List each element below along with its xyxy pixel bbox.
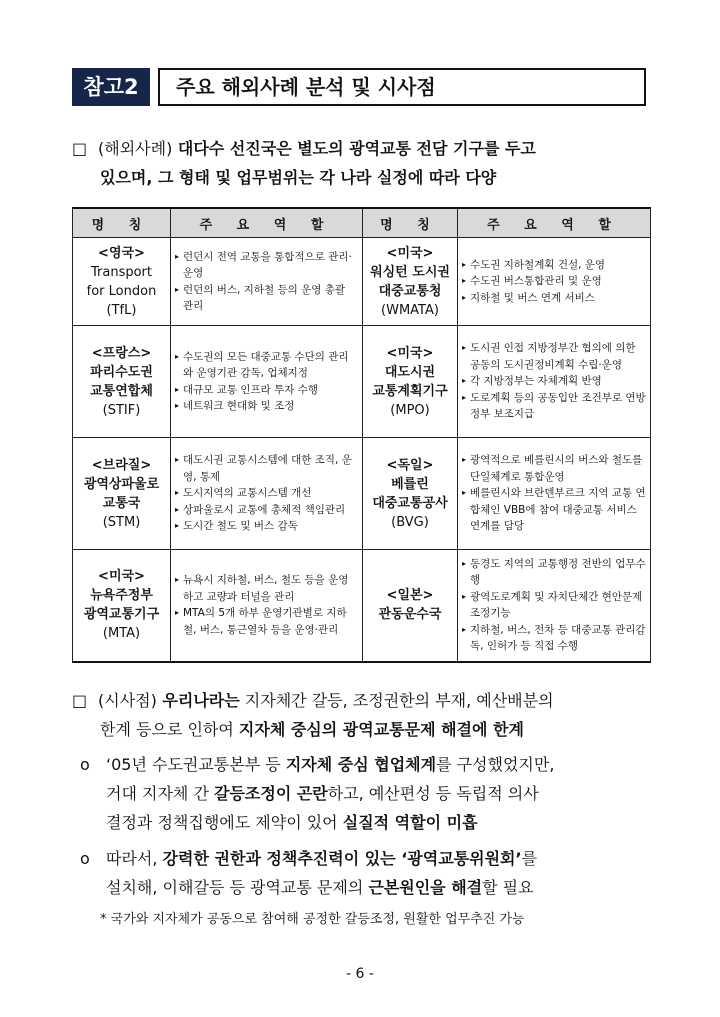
agency-roles-cell <box>458 550 651 662</box>
agency-roles-cell <box>171 326 363 438</box>
overview-label: (해외사례) <box>98 139 173 158</box>
list-item: ▸ 광역도로계획 및 자치단체간 현안문제 조정기능 <box>462 589 646 622</box>
implications-paragraph: □ (시사점) 우리나라는 지자체간 갈등, 조정권한의 부재, 예산배분의 한계 등으로 인하여 지자체 중심의 광역교통문제 해결에 한계 <box>72 686 654 744</box>
agency-name-cell: <일본> 관동운수국 <box>363 550 458 662</box>
table-row <box>73 550 651 662</box>
list-item: ▸ MTA의 5개 하부 운영기관별로 지하철, 버스, 통근열차 등을 운영·관리 <box>175 605 358 638</box>
bullet-paragraph: o ‘05년 수도권교통본부 등 지자체 중심 협업체계를 구성했었지만, 거대 지자체 간 갈등조정이 곤란하고, 예산편성 등 독립적 의사 결정과 정책집행에도 제약이 있어 실질적 역할이 미흡 <box>80 750 654 837</box>
overseas-cases-table <box>72 207 651 663</box>
list-item: ▸ 네트워크 현대화 및 조정 <box>175 398 358 415</box>
list-item: ▸ 도시지역의 교통시스템 개선 <box>175 485 358 502</box>
agency-roles-cell <box>458 438 651 550</box>
list-item: ▸ 동경도 지역의 교통행정 전반의 업무수행 <box>462 556 646 589</box>
page-title: 주요 해외사례 분석 및 시사점 <box>158 68 646 106</box>
list-item: ▸ 도시간 철도 및 버스 감독 <box>175 518 358 535</box>
footnote: * 국가와 지자체가 공동으로 참여해 공정한 갈등조정, 원활한 업무추진 가능 <box>100 912 525 927</box>
list-item: ▸ 지하철 및 버스 연계 서비스 <box>462 290 646 307</box>
agency-name-cell: <영국> Transport for London (TfL) <box>73 238 171 326</box>
header-roles-left: 주 요 역 할 <box>171 208 363 238</box>
header-name-right: 명 칭 <box>363 208 458 238</box>
list-item: ▸ 수도권 버스통합관리 및 운영 <box>462 273 646 290</box>
agency-name-cell: <미국> 뉴욕주정부 광역교통기구 (MTA) <box>73 550 171 662</box>
header-name-left: 명 칭 <box>73 208 171 238</box>
list-item: ▸ 런던시 전역 교통을 통합적으로 관리·운영 <box>175 249 358 282</box>
agency-roles-cell <box>458 326 651 438</box>
list-item: ▸ 베를린시와 브란덴부르크 지역 교통 연합체인 VBB에 참여 대중교통 서비스 연계를 담당 <box>462 485 646 535</box>
list-item: ▸ 런던의 버스, 지하철 등의 운영 총괄 관리 <box>175 282 358 315</box>
agency-roles-cell <box>171 550 363 662</box>
list-item: ▸ 뉴욕시 지하철, 버스, 철도 등을 운영하고 교량과 터널을 관리 <box>175 572 358 605</box>
reference-tag: 참고2 <box>72 68 150 106</box>
list-item: ▸ 수도권의 모든 대중교통 수단의 관리와 운영기관 감독, 업체지정 <box>175 349 358 382</box>
agency-name-cell: <미국> 워싱턴 도시권 대중교통청 (WMATA) <box>363 238 458 326</box>
bullet-marker: o <box>80 849 90 868</box>
list-item: ▸ 각 지방정부는 자체계획 반영 <box>462 373 646 390</box>
table-row <box>73 326 651 438</box>
agency-name-cell: <프랑스> 파리수도권 교통연합체 (STIF) <box>73 326 171 438</box>
agency-name-cell: <브라질> 광역상파울로 교통국 (STM) <box>73 438 171 550</box>
table-row <box>73 438 651 550</box>
list-item: ▸ 지하철, 버스, 전차 등 대중교통 관리감독, 인허가 등 직접 수행 <box>462 622 646 655</box>
overview-line2: 있으며, 그 형태 및 업무범위는 각 나라 실정에 따라 다양 <box>100 168 497 187</box>
list-item: ▸ 도로계획 등의 공동입안 조건부로 연방정부 보조지급 <box>462 390 646 423</box>
bullet-marker: o <box>80 755 90 774</box>
list-item: ▸ 수도권 지하철계획 건설, 운영 <box>462 257 646 274</box>
overview-line1: 대다수 선진국은 별도의 광역교통 전담 기구를 두고 <box>172 139 536 158</box>
page-number: - 6 - <box>346 966 374 982</box>
implications-label: (시사점) <box>98 691 157 710</box>
bullet-paragraph: o 따라서, 강력한 권한과 정책추진력이 있는 ‘광역교통위원회’를 설치해, 이해갈등 등 광역교통 문제의 근본원인을 해결할 필요 <box>80 844 654 902</box>
header-roles-right: 주 요 역 할 <box>458 208 651 238</box>
list-item: ▸ 상파울로시 교통에 총체적 책임관리 <box>175 502 358 519</box>
table-header-row <box>73 208 651 238</box>
list-item: ▸ 도시권 인접 지방정부간 협의에 의한 공동의 도시권정비계획 수립·운영 <box>462 340 646 373</box>
list-item: ▸ 대규모 교통 인프라 투자 수행 <box>175 382 358 399</box>
agency-roles-cell <box>458 238 651 326</box>
table-row <box>73 238 651 326</box>
section-header <box>72 68 650 106</box>
checkbox-marker: □ <box>72 139 88 158</box>
agency-roles-cell <box>171 438 363 550</box>
overview-paragraph <box>72 134 654 192</box>
agency-name-cell: <미국> 대도시권 교통계획기구 (MPO) <box>363 326 458 438</box>
list-item: ▸ 대도시권 교통시스템에 대한 조직, 운영, 통제 <box>175 452 358 485</box>
agency-roles-cell <box>171 238 363 326</box>
list-item: ▸ 광역적으로 베를린시의 버스와 철도를 단일체계로 통합운영 <box>462 452 646 485</box>
agency-name-cell: <독일> 베를린 대중교통공사 (BVG) <box>363 438 458 550</box>
checkbox-marker: □ <box>72 691 88 710</box>
